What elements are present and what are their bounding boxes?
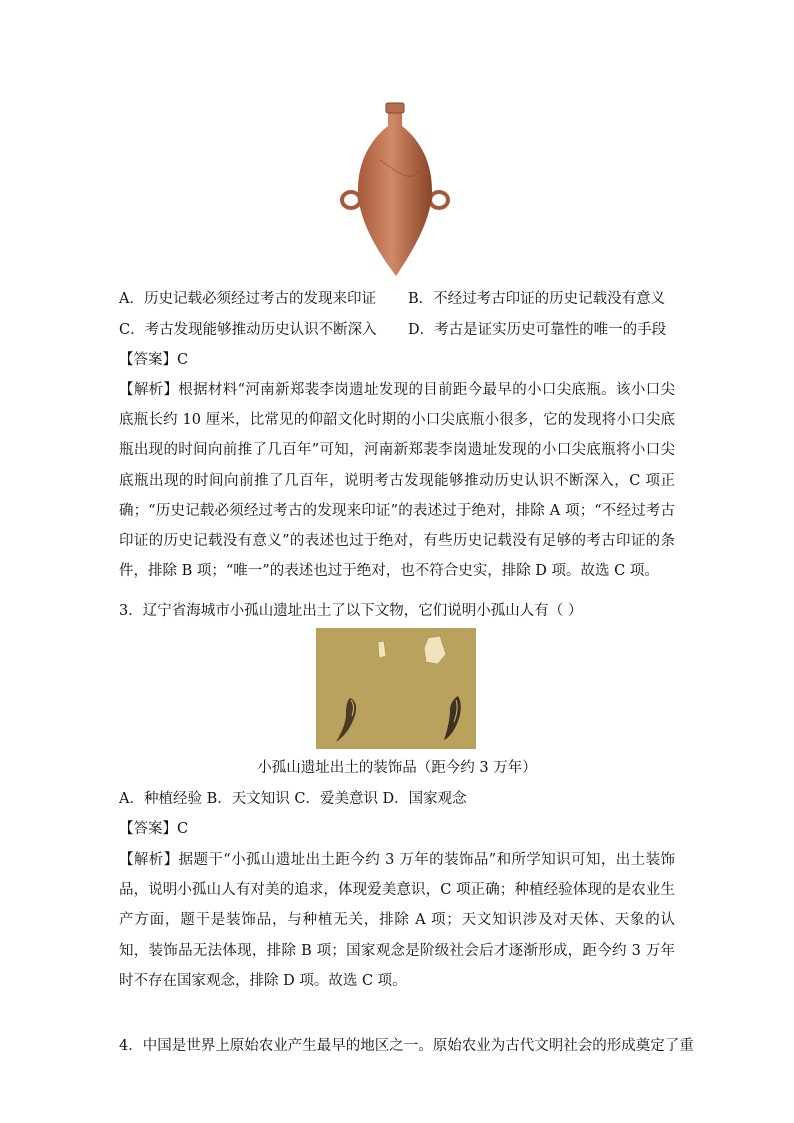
q3-options: A．种植经验 B．天文知识 C．爱美意识 D．国家观念	[119, 791, 467, 807]
q3-analysis: 【解析】据题干“小孤山遗址出土距今约 3 万年的装饰品”和所学知识可知，出土装饰品，说明小孤山人有对美的追求，体现爱美意识，C 项正确；种植经验体现的是农业生产方面，题干是装饰品，与种植无关，排除 A 项；天文知识涉及对天体、天象的认知，装饰品无法体现，排除 B 项；国家观念是阶级社会后才逐渐形成，距今约 3 万年时不存在国家观念，排除 D 项。故选 C 项。	[119, 852, 675, 989]
q2-answer: 【答案】C	[119, 352, 189, 368]
q2-option-a: A．历史记载必须经过考古的发现来印证	[119, 291, 376, 307]
q4-question: 4．中国是世界上原始农业产生最早的地区之一。原始农业为古代文明社会的形成奠定了重	[119, 1038, 694, 1054]
q3-question: 3．辽宁省海城市小孤山遗址出土了以下文物，它们说明小孤山人有（ ）	[119, 603, 583, 619]
q2-analysis: 【解析】根据材料“河南新郑裴李岗遗址发现的目前距今最早的小口尖底瓶。该小口尖底瓶长约 10 厘米，比常见的仰韶文化时期的小口尖底瓶小很多，它的发现将小口尖底瓶出现的时间向前推了几百年”可知，河南新郑裴李岗遗址发现的小口尖底瓶将小口尖底瓶出现的时间向前推了几百年，说明考古发现能够推动历史认识不断深入，C 项正确；“历史记载必须经过考古的发现来印证”的表述过于绝对，排除 A 项；“不经过考古印证的历史记载没有意义”的表述也过于绝对，有些历史记载没有足够的考古印证的条件，排除 B 项；“唯一”的表述也过于绝对，也不符合史实，排除 D 项。故选 C 项。	[119, 382, 675, 580]
q2-option-d: D．考古是证实历史可靠性的唯一的手段	[408, 322, 667, 338]
q2-option-c: C．考古发现能够推动历史认识不断深入	[119, 322, 377, 338]
q3-answer: 【答案】C	[119, 821, 189, 837]
pointed-bottom-bottle-image	[340, 100, 450, 278]
q2-option-b: B．不经过考古印证的历史记载没有意义	[408, 291, 666, 307]
q3-figure-caption: 小孤山遗址出土的装饰品（距今约 3 万年）	[257, 760, 537, 776]
ornaments-image	[316, 628, 476, 749]
